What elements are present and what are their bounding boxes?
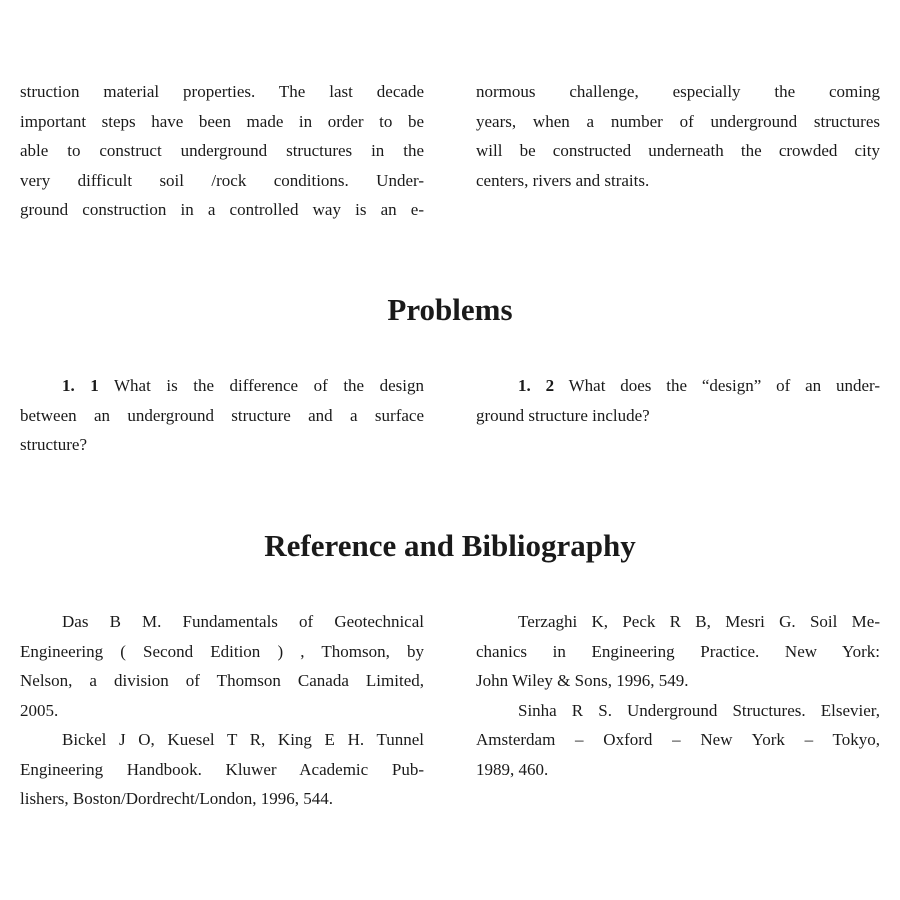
problem-line — [20, 371, 424, 401]
reference-line: John Wiley & Sons, 1996, 549. — [476, 671, 689, 690]
references-heading: Reference and Bibliography — [264, 528, 636, 563]
reference-line: Nelson, a division of Thomson Canada Limited, — [20, 671, 424, 690]
reference-entry — [20, 607, 424, 725]
reference-line: Terzaghi K, Peck R B, Mesri G. Soil Me- — [518, 612, 880, 631]
problem-1-2 — [476, 371, 880, 430]
text-line: ground construction in a controlled way is an e- — [20, 200, 424, 219]
intro-right-column — [476, 77, 880, 195]
reference-entry — [476, 696, 880, 785]
references-right-column — [476, 607, 880, 784]
text-line: important steps have been made in order to be — [20, 111, 424, 131]
text-line: centers, rivers and straits. — [476, 170, 650, 190]
problem-text: What is the difference of the design — [114, 376, 424, 395]
problem-line: structure? — [20, 435, 88, 454]
reference-entry — [20, 725, 424, 814]
reference-line: Sinha R S. Underground Structures. Elsevier, — [518, 700, 880, 720]
reference-line: Amsterdam – Oxford – New York – Tokyo, — [476, 730, 880, 749]
reference-line: Engineering Handbook. Kluwer Academic Pub- — [20, 759, 424, 779]
text-line: normous challenge, especially the coming — [476, 82, 880, 101]
problem-number: 1. 2 — [518, 376, 555, 395]
text-line: struction material properties. The last decade — [20, 82, 424, 101]
reference-line: chanics in Engineering Practice. New York: — [476, 641, 880, 661]
reference-line: 1989, 460. — [476, 759, 549, 779]
problem-line — [476, 371, 880, 401]
text-line: will be constructed underneath the crowded city — [476, 141, 880, 160]
reference-line: Engineering ( Second Edition ) , Thomson, by — [20, 641, 424, 661]
reference-entry — [476, 607, 880, 696]
reference-line: Bickel J O, Kuesel T R, King E H. Tunnel — [62, 730, 424, 749]
text-line: very difficult soil /rock conditions. Under- — [20, 170, 424, 190]
text-line: able to construct underground structures in the — [20, 141, 424, 160]
references-left-column — [20, 607, 424, 814]
problem-text: What does the “design” of an under- — [568, 376, 881, 395]
intro-left-column — [20, 77, 424, 225]
problem-line: ground structure include? — [476, 405, 650, 425]
reference-line: 2005. — [20, 700, 59, 720]
problem-line: between an underground structure and a surface — [20, 405, 424, 425]
problems-heading: Problems — [387, 292, 513, 327]
problem-number: 1. 1 — [62, 376, 99, 395]
problem-1-1 — [20, 371, 424, 460]
reference-line: Das B M. Fundamentals of Geotechnical — [62, 612, 424, 631]
reference-line: lishers, Boston/Dordrecht/London, 1996, 544. — [20, 789, 334, 808]
text-line: years, when a number of underground structures — [476, 111, 880, 131]
